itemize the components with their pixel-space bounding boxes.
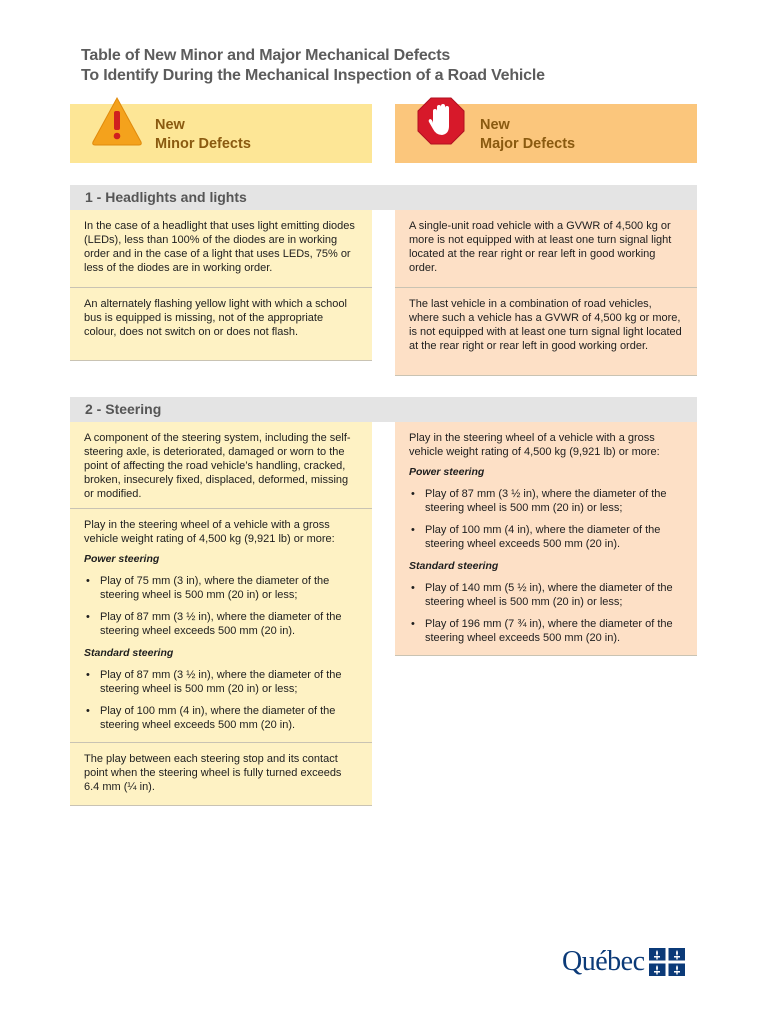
major-defects-column (395, 422, 697, 656)
standard-steering-list (84, 668, 358, 732)
standard-steering-label: Standard steering (84, 647, 174, 659)
minor-defects-column (70, 210, 372, 361)
defect-cell: A single-unit road vehicle with a GVWR of 4,500 kg or more is not equipped with at least one turn signal light located at the rear right or rear left in good working order. (395, 210, 697, 288)
page-title (81, 46, 701, 86)
quebec-logo (562, 946, 685, 978)
defect-cell: A component of the steering system, including the self-steering axle, is deteriorated, damaged or worn to the point of affecting the road vehicle’s handling, cracked, broken, insecurely fixed, displaced, deformed, missing or modified. (70, 422, 372, 509)
major-defects-column (395, 210, 697, 376)
major-defects-header (395, 104, 697, 163)
power-steering-label: Power steering (84, 553, 160, 565)
list-item: • Play of 75 mm (3 in), where the diameter of the steering wheel is 500 mm (20 in) or less; (84, 574, 358, 602)
list-item: • Play of 196 mm (7 ¾ in), where the diameter of the steering wheel exceeds 500 mm (20 in). (409, 617, 683, 645)
major-header-label: New Major Defects (480, 117, 576, 152)
standard-steering-label: Standard steering (409, 560, 499, 572)
power-steering-list (409, 487, 683, 551)
list-item: • Play of 87 mm (3 ½ in), where the diameter of the steering wheel exceeds 500 mm (20 in). (84, 610, 358, 638)
defect-cell: Play in the steering wheel of a vehicle with a gross vehicle weight rating of 4,500 kg (9,921 lb) or more: Power steering • Play of 75 mm (3 in), where the diameter of the steering wheel is 500 mm (20 in) or less; • Play of 87 mm (3 ½ in), where the diameter of the steering wheel exceeds 500 mm (20 in). Standard steering • Play of 87 mm (3 ½ in), where the diameter of the steering wheel is 500 mm (20 in) or less; • Play of 100 mm (4 in), where the diameter of the steering wheel exceeds 500 mm (20 in). (70, 509, 372, 743)
defect-cell: An alternately flashing yellow light with which a school bus is equipped is missing, not of the appropriate colour, does not switch on or does not flash. (70, 288, 372, 361)
stop-hand-icon (416, 96, 466, 146)
defect-cell: In the case of a headlight that uses light emitting diodes (LEDs), less than 100% of the diodes are in working order and in the case of a light that uses LEDs, 75% or less of the diodes are in working order. (70, 210, 372, 288)
title-line-1: Table of New Minor and Major Mechanical Defects (81, 47, 451, 64)
list-item: • Play of 87 mm (3 ½ in), where the diameter of the steering wheel is 500 mm (20 in) or less; (409, 487, 683, 515)
defect-cell: The play between each steering stop and its contact point when the steering wheel is fully turned exceeds 6.4 mm (¼ in). (70, 743, 372, 806)
minor-header-label: New Minor Defects (155, 117, 251, 152)
defect-cell: Play in the steering wheel of a vehicle with a gross vehicle weight rating of 4,500 kg (9,921 lb) or more: Power steering • Play of 87 mm (3 ½ in), where the diameter of the steering wheel is 500 mm (20 in) or less; • Play of 100 mm (4 in), where the diameter of the steering wheel exceeds 500 mm (20 in). Standard steering • Play of 140 mm (5 ½ in), where the diameter of the steering wheel is 500 mm (20 in) or less; • Play of 196 mm (7 ¾ in), where the diameter of the steering wheel exceeds 500 mm (20 in). (395, 422, 697, 656)
section-header: 1 - Headlights and lights (70, 185, 697, 210)
list-item: • Play of 87 mm (3 ½ in), where the diameter of the steering wheel is 500 mm (20 in) or less; (84, 668, 358, 696)
minor-defects-header (70, 104, 372, 163)
defect-cell: The last vehicle in a combination of road vehicles, where such a vehicle has a GVWR of 4,500 kg or more, is not equipped with at least one turn signal light located at the rear right or rear left in good working order. (395, 288, 697, 376)
standard-steering-list (409, 581, 683, 645)
fleur-de-lis-flag-icon (649, 948, 685, 976)
title-line-2: To Identify During the Mechanical Inspection of a Road Vehicle (81, 67, 545, 84)
logo-wordmark: Québec (562, 946, 645, 977)
minor-defects-column (70, 422, 372, 806)
list-item: • Play of 140 mm (5 ½ in), where the diameter of the steering wheel is 500 mm (20 in) or less; (409, 581, 683, 609)
list-item: • Play of 100 mm (4 in), where the diameter of the steering wheel exceeds 500 mm (20 in). (84, 704, 358, 732)
warning-triangle-icon (90, 95, 144, 149)
power-steering-list (84, 574, 358, 638)
power-steering-label: Power steering (409, 466, 485, 478)
list-item: • Play of 100 mm (4 in), where the diameter of the steering wheel exceeds 500 mm (20 in). (409, 523, 683, 551)
section-header: 2 - Steering (70, 397, 697, 422)
